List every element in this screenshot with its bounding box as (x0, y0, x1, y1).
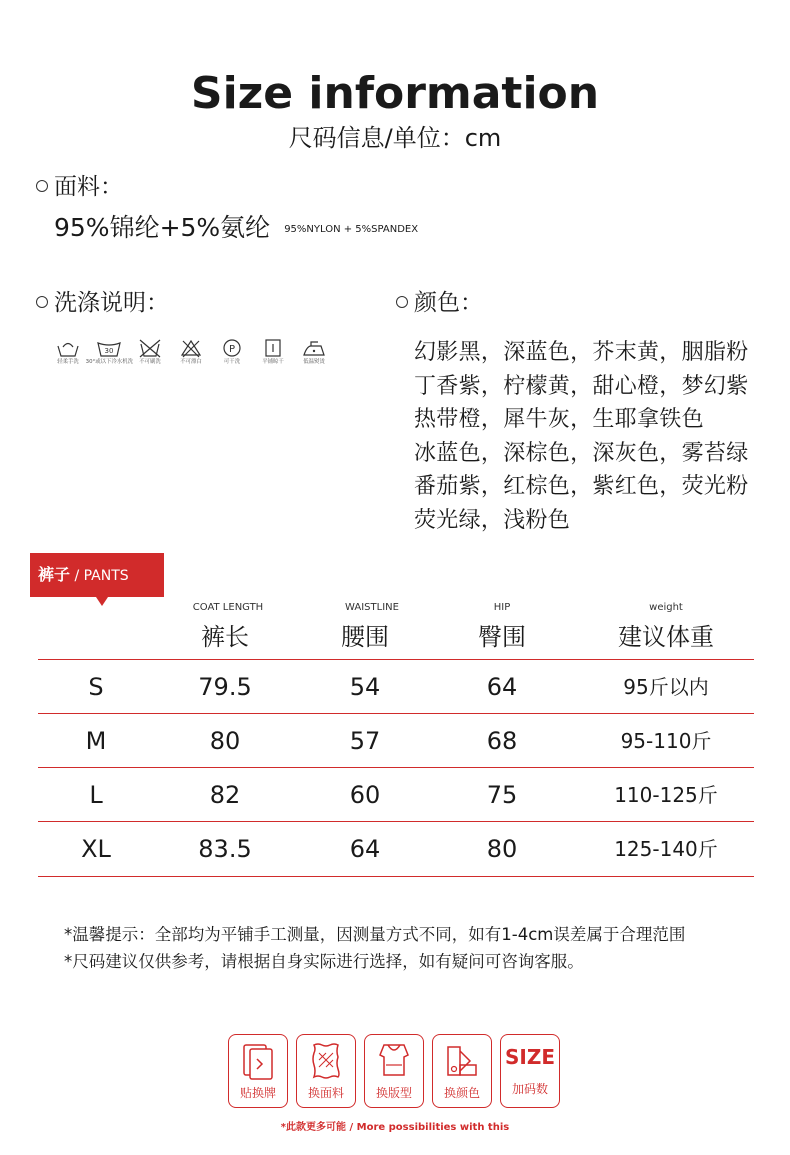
machine-wash-30-icon (96, 338, 122, 358)
pattern-swap-icon (374, 1039, 414, 1081)
table-row (38, 767, 754, 821)
note-measure: *温馨提示：全部均为平铺手工测量，因测量方式不同，如有1-4cm误差属于合理范围 (64, 925, 686, 944)
cell-size: M (85, 727, 107, 755)
cell-hip: 68 (486, 727, 518, 755)
service-label: 换面料 (307, 1086, 344, 1100)
bullet-icon (36, 296, 48, 308)
column-header-zh: 建议体重 (618, 623, 714, 651)
size-icon: SIZE (504, 1045, 555, 1069)
cell-weight: 95斤以内 (623, 675, 709, 699)
color-heading-label: 颜色： (414, 290, 483, 316)
column-header-zh: 裤长 (201, 623, 249, 651)
page-title: Size information (190, 68, 600, 119)
wash-label: 不可漂白 (180, 358, 202, 365)
wash-icons (50, 338, 350, 372)
wash-label: 轻柔手洗 (57, 358, 79, 365)
pants-tag-zh: 裤子 (38, 565, 71, 584)
cell-waist: 60 (349, 781, 381, 809)
table-row (38, 713, 754, 767)
service-label: 换颜色 (443, 1086, 480, 1100)
bullet-icon (36, 180, 48, 192)
fabric-heading-label: 面料： (54, 174, 123, 200)
service-item (432, 1034, 492, 1108)
service-item (296, 1034, 356, 1108)
column-header-en: COAT LENGTH (192, 602, 264, 613)
low-iron-icon (301, 338, 327, 358)
cell-hip: 80 (486, 835, 518, 863)
cell-length: 82 (209, 781, 241, 809)
column-header-en: WAISTLINE (345, 602, 399, 613)
fabric-swap-icon (306, 1039, 346, 1081)
color-line: 丁香紫，柠檬黄，甜心橙，梦幻紫 (414, 373, 749, 399)
wash-item (132, 338, 168, 372)
dry-clean-p-icon (219, 338, 245, 358)
cell-waist: 64 (349, 835, 381, 863)
cell-length: 80 (209, 727, 241, 755)
wash-heading (36, 288, 169, 318)
wash-item (255, 338, 291, 372)
service-icons (228, 1034, 560, 1108)
cell-weight: 110-125斤 (614, 783, 718, 807)
wash-item (50, 338, 86, 372)
svg-text:30: 30 (104, 347, 114, 355)
note-size-advice: *尺码建议仅供参考，请根据自身实际进行选择，如有疑问可咨询客服。 (64, 952, 584, 971)
service-label: 换版型 (375, 1086, 412, 1100)
wash-heading-label: 洗涤说明： (54, 290, 169, 316)
service-label: 加码数 (511, 1082, 548, 1096)
service-item (364, 1034, 424, 1108)
bullet-icon (396, 296, 408, 308)
column-header-zh: 臀围 (478, 623, 526, 651)
color-line: 荧光绿，浅粉色 (414, 507, 571, 533)
flat-dry-icon (260, 338, 286, 358)
cell-waist: 57 (349, 727, 381, 755)
service-label: 贴换牌 (239, 1086, 276, 1100)
footer-note: *此款更多可能 / More possibilities with this (280, 1122, 510, 1133)
cell-size: XL (81, 835, 111, 863)
color-line: 热带橙，犀牛灰，生耶拿铁色 (414, 407, 704, 433)
fabric-composition-en: 95%NYLON + 5%SPANDEX (284, 224, 419, 235)
cell-weight: 125-140斤 (614, 837, 718, 861)
wash-item (85, 338, 133, 372)
color-line: 幻影黑，深蓝色，芥末黄，胭脂粉 (414, 340, 749, 365)
fabric-composition (54, 211, 418, 247)
table-divider (38, 876, 754, 877)
no-bleach-icon (178, 338, 204, 358)
column-header-zh: 腰围 (341, 623, 389, 651)
pants-tag (30, 553, 164, 597)
color-list (414, 336, 774, 538)
fabric-composition-zh: 95%锦纶+5%氨纶 (54, 213, 271, 242)
page-subtitle: 尺码信息/单位：cm (288, 124, 502, 152)
color-swap-icon (442, 1039, 482, 1081)
column-header-en: HIP (493, 602, 511, 613)
column-header-en: weight (649, 602, 683, 613)
color-heading (396, 288, 483, 318)
cell-size: L (89, 781, 103, 809)
table-row (38, 659, 754, 713)
service-item (500, 1034, 560, 1108)
tag-pointer-icon (96, 597, 108, 606)
color-line: 番茄紫，红棕色，紫红色，荧光粉 (414, 474, 749, 500)
wash-item (173, 338, 209, 372)
cell-length: 83.5 (198, 835, 252, 863)
table-row (38, 821, 754, 875)
wash-label: 平铺晾干 (262, 358, 284, 365)
cell-hip: 75 (486, 781, 518, 809)
cell-hip: 64 (486, 673, 518, 701)
pants-tag-en: / PANTS (70, 568, 129, 584)
wash-item (296, 338, 332, 372)
wash-label: 可干洗 (223, 358, 241, 365)
wash-label: 不可刷洗 (139, 358, 161, 365)
wash-item (214, 338, 250, 372)
cell-weight: 95-110斤 (620, 729, 712, 753)
service-item (228, 1034, 288, 1108)
wash-label: 低温熨烫 (303, 358, 325, 365)
color-line: 冰蓝色，深棕色，深灰色，雾苔绿 (414, 440, 749, 466)
fabric-heading (36, 172, 123, 202)
no-tumble-dry-icon (137, 338, 163, 358)
svg-text:P: P (228, 344, 236, 355)
hand-wash-icon (55, 338, 81, 358)
tag-swap-icon (238, 1039, 278, 1081)
cell-length: 79.5 (198, 673, 252, 701)
wash-label: 30°或以下冷水机洗 (85, 358, 133, 365)
cell-waist: 54 (349, 673, 381, 701)
cell-size: S (88, 673, 104, 701)
